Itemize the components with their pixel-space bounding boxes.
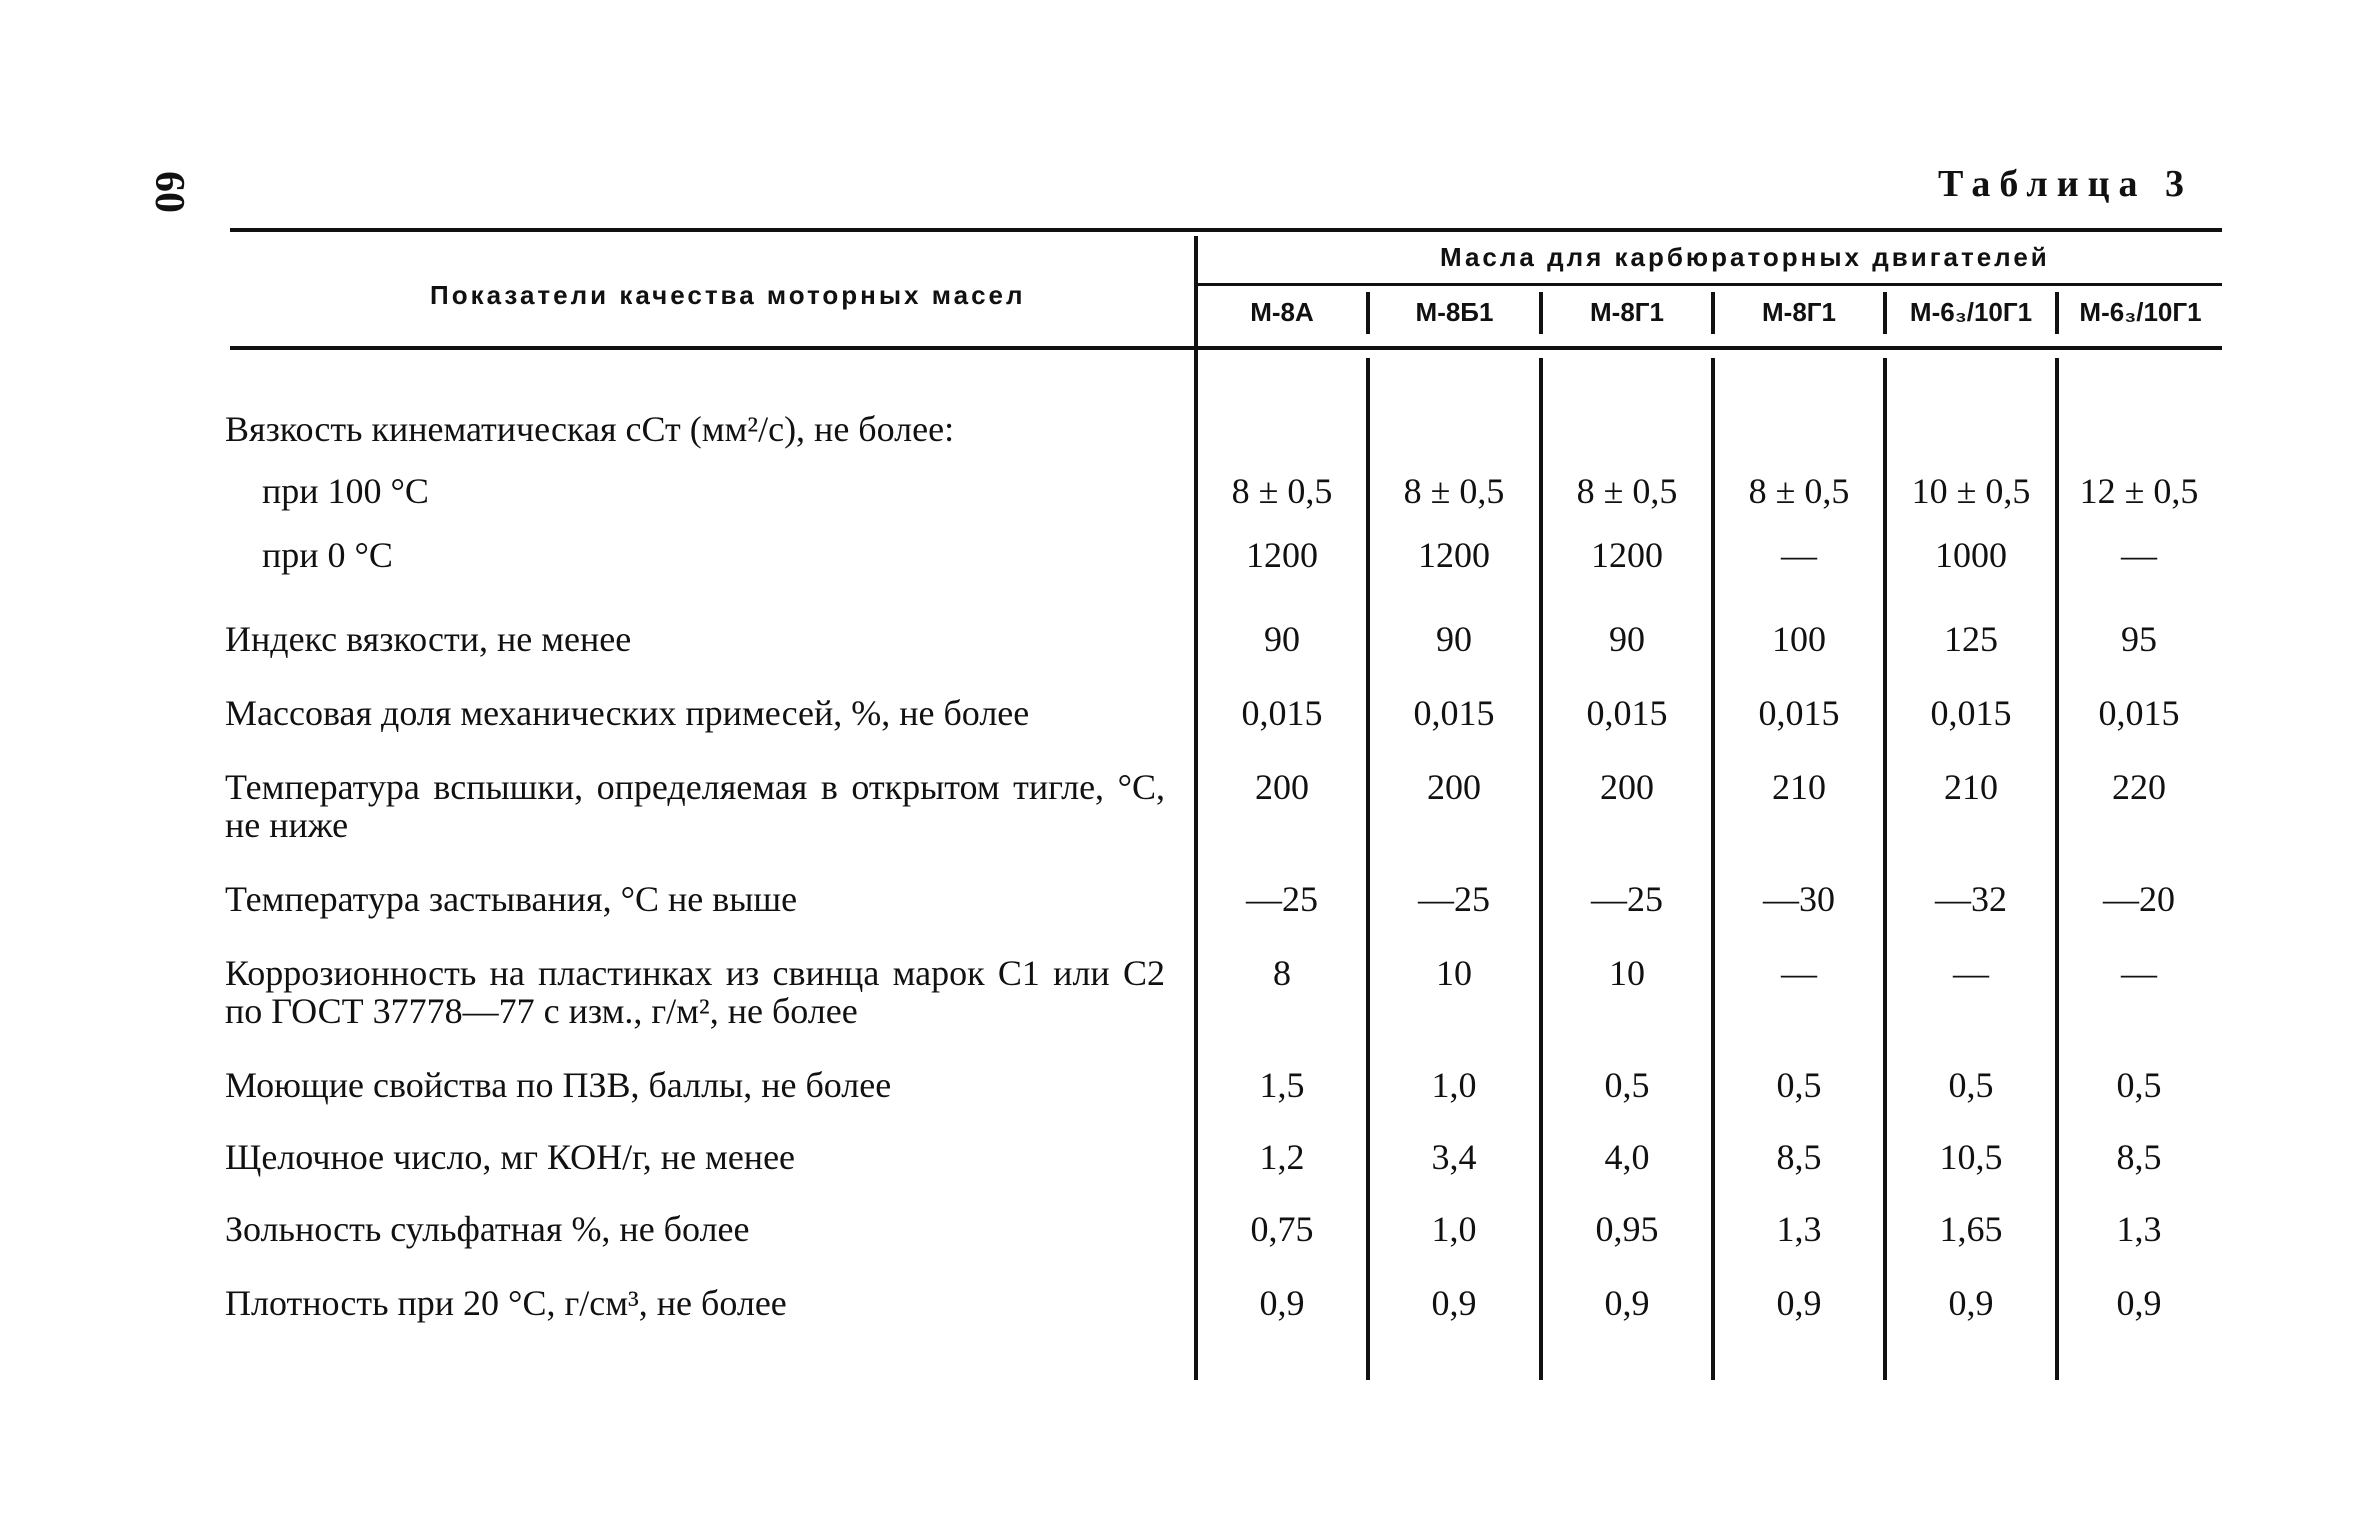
value-cell: —32 xyxy=(1935,879,2007,919)
table-caption: Таблица 3 xyxy=(1937,163,2193,205)
value-cell: —25 xyxy=(1418,879,1490,919)
value-cell: 3,4 xyxy=(1431,1137,1477,1177)
value-cell: 1200 xyxy=(1246,535,1318,575)
value-cell: 220 xyxy=(2112,767,2166,807)
value-cell: 8,5 xyxy=(2116,1137,2162,1177)
value-cell: 210 xyxy=(1772,767,1826,807)
value-cell: 0,95 xyxy=(1595,1209,1659,1249)
value-cell: 90 xyxy=(1609,619,1645,659)
value-cell: 0,015 xyxy=(1758,693,1840,733)
value-cell: 10,5 xyxy=(1939,1137,2003,1177)
value-cell: 1,0 xyxy=(1431,1065,1477,1105)
row-label: при 100 °С xyxy=(262,471,429,511)
oil-group-header: Масла для карбюраторных двигателей xyxy=(1440,242,2050,272)
row-label: Температура застывания, °С не выше xyxy=(225,879,798,919)
value-cell: 4,0 xyxy=(1604,1137,1650,1177)
value-cell: 1200 xyxy=(1418,535,1490,575)
row-label: Температура вспышки, определяемая в открытом тигле, °С, не ниже xyxy=(225,767,1165,845)
value-cell: 125 xyxy=(1944,619,1998,659)
row-label: Вязкость кинематическая сСт (мм²/с), не более: xyxy=(225,409,955,449)
value-cell: — xyxy=(1781,953,1817,993)
value-cell: 95 xyxy=(2121,619,2157,659)
row-label: Индекс вязкости, не менее xyxy=(225,619,632,659)
value-cell: 200 xyxy=(1427,767,1481,807)
value-cell: 1,3 xyxy=(2116,1209,2162,1249)
value-cell: — xyxy=(2121,953,2157,993)
page-number: 60 xyxy=(146,171,192,213)
value-cell: 0,015 xyxy=(1930,693,2012,733)
column-header-m8g1-2: М-8Г1 xyxy=(1762,297,1836,327)
value-cell: 10 ± 0,5 xyxy=(1911,471,2031,511)
value-cell: 0,015 xyxy=(1413,693,1495,733)
value-cell: 0,5 xyxy=(1948,1065,1994,1105)
value-cell: 8 ± 0,5 xyxy=(1748,471,1850,511)
value-cell: — xyxy=(1953,953,1989,993)
row-label: при 0 °С xyxy=(262,535,393,575)
value-cell: 200 xyxy=(1600,767,1654,807)
value-cell: 90 xyxy=(1436,619,1472,659)
value-cell: 0,5 xyxy=(1776,1065,1822,1105)
value-cell: —30 xyxy=(1763,879,1835,919)
value-cell: 210 xyxy=(1944,767,1998,807)
value-cell: 10 xyxy=(1436,953,1472,993)
value-cell: 0,015 xyxy=(2098,693,2180,733)
column-header-m8b1: М-8Б1 xyxy=(1415,297,1494,327)
value-cell: 8 ± 0,5 xyxy=(1403,471,1505,511)
value-cell: 1,3 xyxy=(1776,1209,1822,1249)
value-cell: 8,5 xyxy=(1776,1137,1822,1177)
value-cell: 8 ± 0,5 xyxy=(1231,471,1333,511)
row-label: Щелочное число, мг КОН/г, не менее xyxy=(225,1137,796,1177)
value-cell: 0,9 xyxy=(1948,1283,1994,1323)
row-label: Массовая доля механических примесей, %, не более xyxy=(225,693,1030,733)
value-cell: 8 ± 0,5 xyxy=(1576,471,1678,511)
value-cell: 0,5 xyxy=(2116,1065,2162,1105)
value-cell: 0,5 xyxy=(1604,1065,1650,1105)
value-cell: 10 xyxy=(1609,953,1645,993)
row-label: Зольность сульфатная %, не более xyxy=(225,1209,750,1249)
header-bottom-rule xyxy=(230,346,2222,350)
value-cell: 12 ± 0,5 xyxy=(2079,471,2199,511)
value-cell: 1,5 xyxy=(1259,1065,1305,1105)
row-label: Плотность при 20 °С, г/см³, не более xyxy=(225,1283,787,1323)
column-header-m6-10g1: М-6₃/10Г1 xyxy=(1909,297,2033,327)
group-rule xyxy=(1198,283,2222,286)
value-cell: 0,9 xyxy=(1776,1283,1822,1323)
column-header-m6-10g1-2: М-6₃/10Г1 xyxy=(2079,297,2202,327)
value-cell: — xyxy=(1781,535,1817,575)
value-cell: 0,75 xyxy=(1250,1209,1314,1249)
column-header-m8g1: М-8Г1 xyxy=(1590,297,1664,327)
value-cell: 8 xyxy=(1273,953,1291,993)
value-cell: 1,65 xyxy=(1939,1209,2003,1249)
value-cell: 200 xyxy=(1255,767,1309,807)
value-cell: —25 xyxy=(1591,879,1663,919)
top-rule xyxy=(230,228,2222,232)
value-cell: 1,2 xyxy=(1259,1137,1305,1177)
value-cell: 0,9 xyxy=(1604,1283,1650,1323)
value-cell: —25 xyxy=(1246,879,1318,919)
value-cell: 0,9 xyxy=(1431,1283,1477,1323)
quality-indicators-header: Показатели качества моторных масел xyxy=(430,280,1026,310)
column-header-m8a: М-8А xyxy=(1250,297,1314,327)
value-cell: 1200 xyxy=(1591,535,1663,575)
value-cell: 90 xyxy=(1264,619,1300,659)
value-cell: —20 xyxy=(2103,879,2175,919)
value-cell: 0,9 xyxy=(1259,1283,1305,1323)
value-cell: 0,9 xyxy=(2116,1283,2162,1323)
value-cell: — xyxy=(2121,535,2157,575)
value-cell: 1000 xyxy=(1935,535,2007,575)
row-label: Моющие свойства по ПЗВ, баллы, не более xyxy=(225,1065,892,1105)
value-cell: 1,0 xyxy=(1431,1209,1477,1249)
row-label: Коррозионность на пластинках из свинца марок С1 или С2 по ГОСТ 37778—77 с изм., г/м², не более xyxy=(225,953,1165,1031)
value-cell: 0,015 xyxy=(1241,693,1323,733)
value-cell: 0,015 xyxy=(1586,693,1668,733)
main-vertical-line xyxy=(1194,236,1198,1380)
value-cell: 100 xyxy=(1772,619,1826,659)
